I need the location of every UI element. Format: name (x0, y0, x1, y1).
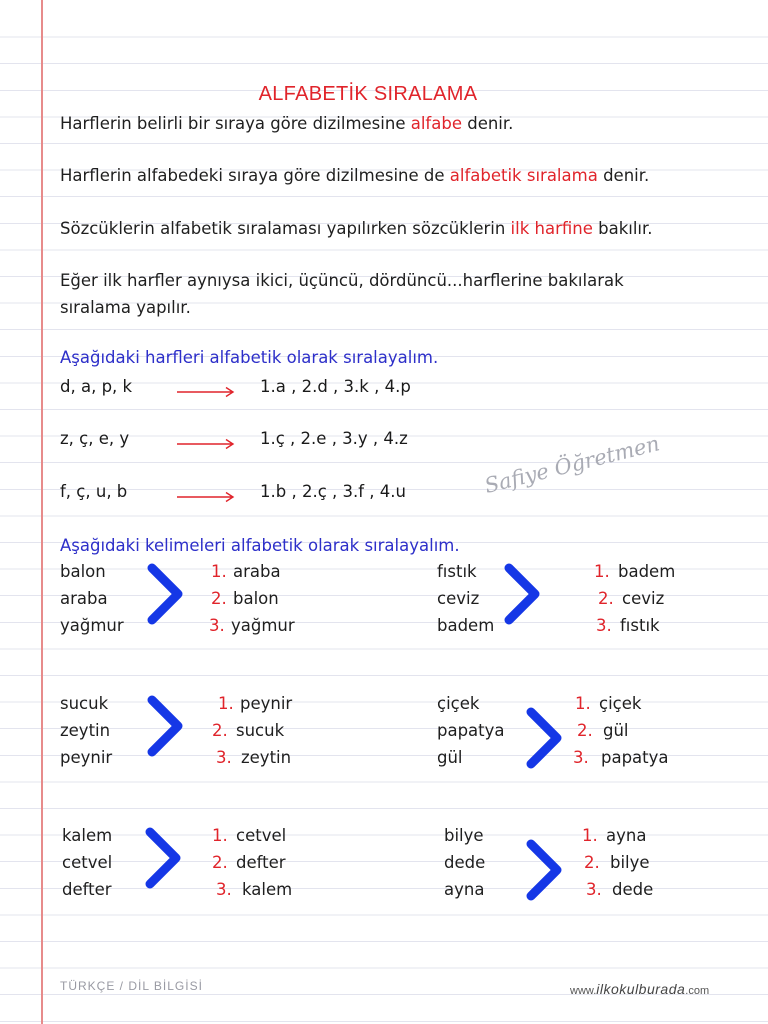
word: araba (60, 589, 108, 608)
order-number: 1. (582, 826, 598, 845)
order-number: 3. (573, 748, 589, 767)
highlight-alfabetik-siralama: alfabetik sıralama (449, 166, 598, 185)
letters-answer: 1.a , 2.d , 3.k , 4.p (260, 377, 411, 396)
arrow-right-icon (177, 438, 235, 450)
words-heading: Aşağıdaki kelimeleri alfabetik olarak sıralayalım. (60, 536, 460, 555)
order-number: 3. (596, 616, 612, 635)
footer-brand: ilkokulburada (596, 981, 686, 997)
page-title: ALFABETİK SIRALAMA (258, 83, 478, 105)
chevron-right-icon (526, 707, 564, 769)
letters-given: f, ç, u, b (60, 482, 128, 501)
word: ayna (444, 880, 485, 899)
word: bilye (444, 826, 484, 845)
sorted-word: ayna (606, 826, 647, 845)
paragraph-alfabetik-siralama: Harflerin alfabedeki sıraya göre dizilmesine de alfabetik sıralama denir. (60, 166, 650, 185)
word: çiçek (437, 694, 480, 713)
order-number: 3. (216, 748, 232, 767)
sorted-word: badem (618, 562, 676, 581)
sorted-word: cetvel (236, 826, 287, 845)
letters-answer: 1.ç , 2.e , 3.y , 4.z (260, 429, 408, 448)
chevron-right-icon (526, 839, 564, 901)
sorted-word: ceviz (622, 589, 665, 608)
word: kalem (62, 826, 113, 845)
highlight-alfabe: alfabe (410, 114, 462, 133)
word: gül (437, 748, 463, 767)
order-number: 3. (586, 880, 602, 899)
margin-line (41, 0, 43, 1024)
sorted-word: balon (233, 589, 279, 608)
letters-given: d, a, p, k (60, 377, 133, 396)
chevron-right-icon (147, 563, 185, 625)
order-number: 3. (216, 880, 232, 899)
order-number: 1. (575, 694, 591, 713)
order-number: 2. (577, 721, 593, 740)
sorted-word: sucuk (236, 721, 285, 740)
paragraph-ayni-harf-line2: sıralama yapılır. (60, 298, 191, 317)
order-number: 2. (212, 721, 228, 740)
letters-answer: 1.b , 2.ç , 3.f , 4.u (260, 482, 406, 501)
chevron-right-icon (147, 695, 185, 757)
sorted-word: araba (233, 562, 281, 581)
word: cetvel (62, 853, 113, 872)
order-number: 2. (212, 853, 228, 872)
arrow-right-icon (177, 386, 235, 398)
chevron-right-icon (145, 827, 183, 889)
sorted-word: papatya (601, 748, 669, 767)
word: sucuk (60, 694, 109, 713)
order-number: 2. (584, 853, 600, 872)
sorted-word: kalem (242, 880, 293, 899)
letters-heading: Aşağıdaki harfleri alfabetik olarak sıralayalım. (60, 348, 439, 367)
word: zeytin (60, 721, 111, 740)
order-number: 2. (598, 589, 614, 608)
paragraph-alfabe: Harflerin belirli bir sıraya göre dizilmesine alfabe denir. (60, 114, 514, 133)
sorted-word: dede (612, 880, 654, 899)
word: dede (444, 853, 486, 872)
word: yağmur (60, 616, 124, 635)
sorted-word: fıstık (620, 616, 660, 635)
sorted-word: çiçek (599, 694, 642, 713)
word: balon (60, 562, 106, 581)
order-number: 1. (218, 694, 234, 713)
footer-website-link[interactable]: www.ilkokulburada.com (570, 981, 710, 997)
order-number: 1. (211, 562, 227, 581)
order-number: 1. (212, 826, 228, 845)
paragraph-ayni-harf-line1: Eğer ilk harfler aynıysa ikici, üçüncü, dördüncü...harflerine bakılarak (60, 271, 624, 290)
sorted-word: bilye (610, 853, 650, 872)
letters-given: z, ç, e, y (60, 429, 130, 448)
sorted-word: defter (236, 853, 286, 872)
highlight-ilk-harfine: ilk harfine (510, 219, 593, 238)
sorted-word: yağmur (231, 616, 295, 635)
footer-subject: TÜRKÇE / DİL BİLGİSİ (60, 979, 203, 993)
word: ceviz (437, 589, 480, 608)
sorted-word: gül (603, 721, 629, 740)
word: defter (62, 880, 112, 899)
order-number: 3. (209, 616, 225, 635)
chevron-right-icon (504, 563, 542, 625)
word: papatya (437, 721, 505, 740)
word: fıstık (437, 562, 477, 581)
word: peynir (60, 748, 113, 767)
paragraph-ilk-harf: Sözcüklerin alfabetik sıralaması yapılırken sözcüklerin ilk harfine bakılır. (60, 219, 653, 238)
watermark: Safiye Öğretmen (482, 431, 662, 498)
sorted-word: zeytin (241, 748, 292, 767)
arrow-right-icon (177, 491, 235, 503)
order-number: 1. (594, 562, 610, 581)
word: badem (437, 616, 495, 635)
order-number: 2. (211, 589, 227, 608)
sorted-word: peynir (240, 694, 293, 713)
